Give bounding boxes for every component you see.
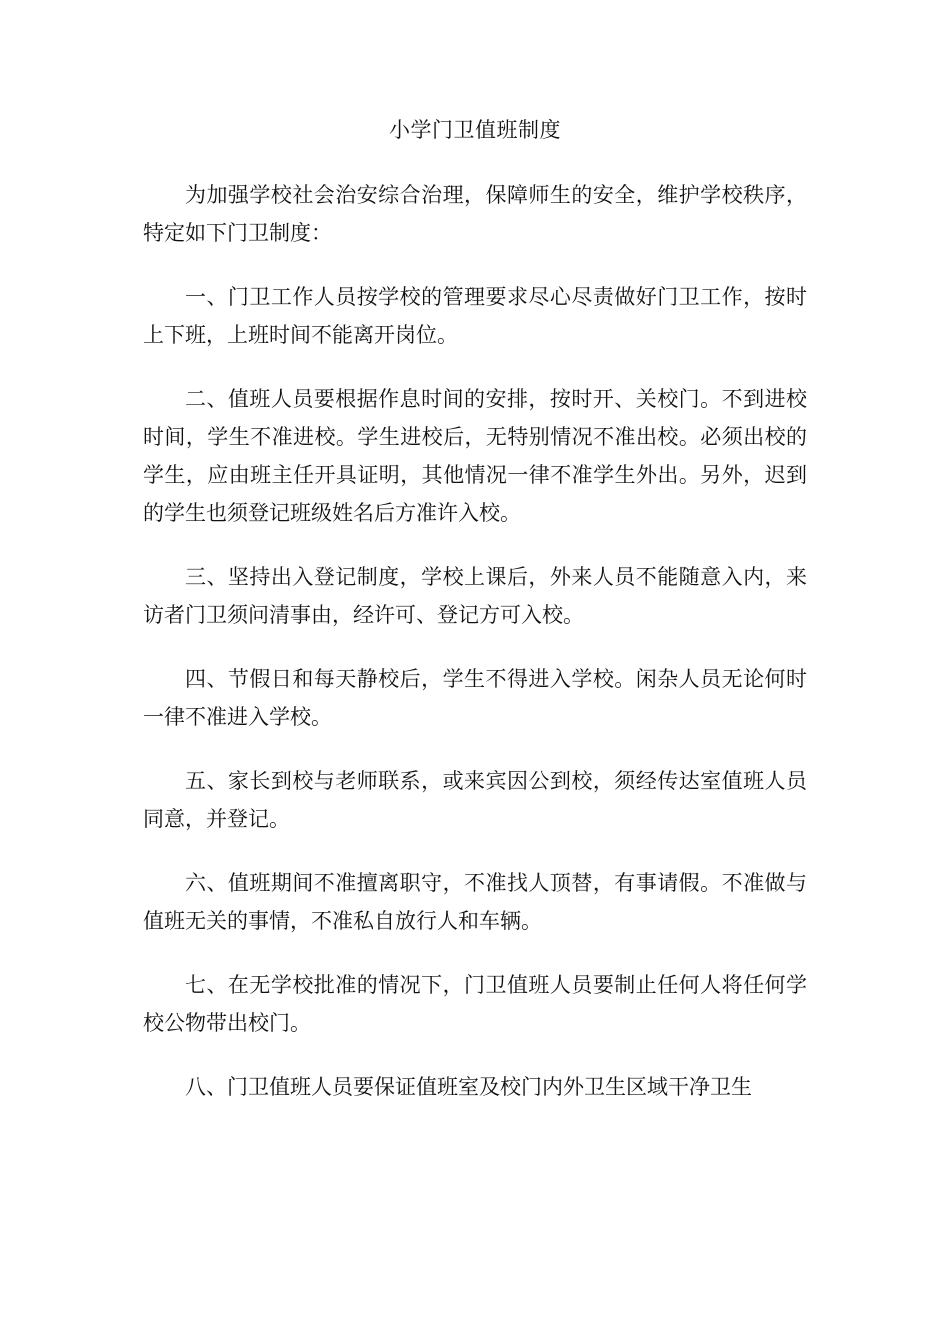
paragraph-rule-6: 六、值班期间不准擅离职守，不准找人顶替，有事请假。不准做与值班无关的事情，不准私自放行人和车辆。 <box>143 871 807 933</box>
document-title: 小学门卫值班制度 <box>389 118 561 142</box>
paragraph-intro: 为加强学校社会治安综合治理，保障师生的安全，维护学校秩序，特定如下门卫制度： <box>143 183 807 245</box>
paragraph-rule-3: 三、坚持出入登记制度，学校上课后，外来人员不能随意入内，来访者门卫须问清事由，经许可、登记方可入校。 <box>143 565 807 627</box>
paragraph-rule-2: 二、值班人员要根据作息时间的安排，按时开、关校门。不到进校时间，学生不准进校。学生进校后，无特别情况不准出校。必须出校的学生，应由班主任开具证明，其他情况一律不准学生外出。另外，迟到的学生也须登记班级姓名后方准许入校。 <box>143 387 807 525</box>
paragraph-rule-7: 七、在无学校批准的情况下，门卫值班人员要制止任何人将任何学校公物带出校门。 <box>143 973 807 1035</box>
document-body <box>143 176 807 1132</box>
paragraph-rule-4: 四、节假日和每天静校后，学生不得进入学校。闲杂人员无论何时一律不准进入学校。 <box>143 667 807 729</box>
paragraph-rule-5: 五、家长到校与老师联系，或来宾因公到校，须经传达室值班人员同意，并登记。 <box>143 769 807 831</box>
paragraph-rule-8: 八、门卫值班人员要保证值班室及校门内外卫生区域干净卫生 <box>185 1075 752 1099</box>
paragraph-rule-1: 一、门卫工作人员按学校的管理要求尽心尽责做好门卫工作，按时上下班，上班时间不能离开岗位。 <box>143 285 807 347</box>
